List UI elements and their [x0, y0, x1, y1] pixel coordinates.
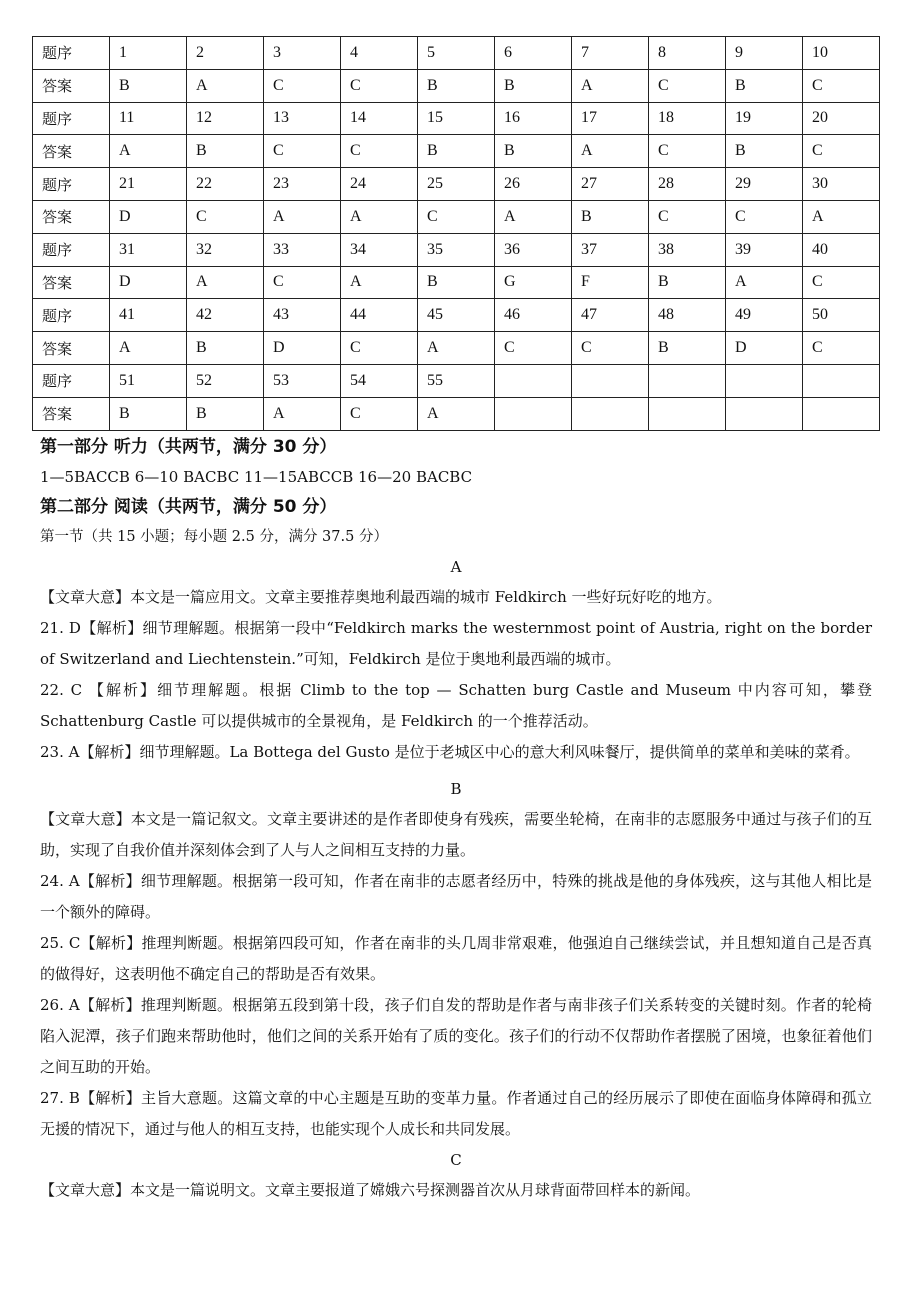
row-label: 答案 — [33, 135, 110, 168]
passage-a-letter: A — [450, 558, 462, 576]
table-cell: 21 — [110, 168, 187, 201]
table-cell: B — [110, 69, 187, 102]
table-cell — [572, 397, 649, 430]
table-cell: 5 — [418, 37, 495, 70]
table-cell: B — [187, 332, 264, 365]
table-cell: 41 — [110, 299, 187, 332]
table-cell: A — [110, 332, 187, 365]
table-cell: A — [341, 200, 418, 233]
table-cell: 4 — [341, 37, 418, 70]
table-cell: 11 — [110, 102, 187, 135]
table-cell: 18 — [649, 102, 726, 135]
table-row — [33, 332, 880, 365]
table-row — [33, 397, 880, 430]
table-cell: 28 — [649, 168, 726, 201]
passage-c-summary: 【文章大意】本文是一篇说明文。文章主要报道了嫦娥六号探测器首次从月球背面带回样本的新闻。 — [40, 1181, 701, 1199]
passage-b-summary: 【文章大意】本文是一篇记叙文。文章主要讲述的是作者即使身有残疾，需要坐轮椅，在南非的志愿服务中通过与孩子们的互助，实现了自我价值并深刻体会到了人与人之间相互支持的力量。 — [40, 810, 872, 859]
table-cell: B — [649, 266, 726, 299]
table-cell: A — [495, 200, 572, 233]
table-cell: C — [572, 332, 649, 365]
table-cell: C — [264, 135, 341, 168]
table-cell: 33 — [264, 233, 341, 266]
question-23-explanation: 23. A【解析】细节理解题。La Bottega del Gusto 是位于老城区中心的意大利风味餐厅，提供简单的菜单和美味的菜肴。 — [40, 743, 860, 761]
table-cell: B — [726, 69, 803, 102]
row-label: 题序 — [33, 364, 110, 397]
table-cell: A — [803, 200, 880, 233]
row-label: 题序 — [33, 299, 110, 332]
table-cell: A — [726, 266, 803, 299]
table-cell: C — [341, 332, 418, 365]
table-cell: C — [341, 397, 418, 430]
table-cell — [803, 397, 880, 430]
table-row — [33, 37, 880, 70]
table-cell: 13 — [264, 102, 341, 135]
table-cell: 6 — [495, 37, 572, 70]
table-cell — [803, 364, 880, 397]
table-cell: 19 — [726, 102, 803, 135]
table-cell: 44 — [341, 299, 418, 332]
table-cell: C — [264, 69, 341, 102]
part2-heading: 第二部分 阅读（共两节，满分 50 分） — [40, 497, 337, 517]
table-cell: 24 — [341, 168, 418, 201]
table-cell: 54 — [341, 364, 418, 397]
question-24-explanation: 24. A【解析】细节理解题。根据第一段可知，作者在南非的志愿者经历中，特殊的挑战是他的身体残疾，这与其他人相比是一个额外的障碍。 — [40, 872, 872, 921]
table-cell: B — [726, 135, 803, 168]
question-26-explanation: 26. A【解析】推理判断题。根据第五段到第十段，孩子们自发的帮助是作者与南非孩子们关系转变的关键时刻。作者的轮椅陷入泥潭，孩子们跑来帮助他时，他们之间的关系开始有了质的变化。孩子们的行动不仅帮助作者摆脱了困境，也象征着他们之间互助的开始。 — [40, 996, 872, 1076]
table-cell: 31 — [110, 233, 187, 266]
row-label: 题序 — [33, 233, 110, 266]
table-cell: B — [649, 332, 726, 365]
row-label: 题序 — [33, 168, 110, 201]
table-cell: C — [803, 266, 880, 299]
question-21-explanation: 21. D【解析】细节理解题。根据第一段中“Feldkirch marks the westernmost point of Austria, right on the border of Switzerland and Liechtenstein.”可知，Feldkirch 是位于奥地利最西端的城市。 — [40, 619, 872, 668]
part1-heading: 第一部分 听力（共两节，满分 30 分） — [40, 437, 337, 457]
table-cell: 55 — [418, 364, 495, 397]
table-cell: 8 — [649, 37, 726, 70]
passage-c-letter: C — [450, 1151, 462, 1169]
table-cell: 36 — [495, 233, 572, 266]
listening-answers: 1—5BACCB 6—10 BACBC 11—15ABCCB 16—20 BACBC — [40, 468, 473, 486]
table-cell: C — [341, 135, 418, 168]
table-cell: 1 — [110, 37, 187, 70]
table-cell: D — [726, 332, 803, 365]
table-cell: 48 — [649, 299, 726, 332]
table-cell: F — [572, 266, 649, 299]
table-cell: A — [572, 135, 649, 168]
table-row — [33, 135, 880, 168]
table-cell: A — [418, 397, 495, 430]
question-27-explanation: 27. B【解析】主旨大意题。这篇文章的中心主题是互助的变革力量。作者通过自己的经历展示了即使在面临身体障碍和孤立无援的情况下，通过与他人的相互支持，也能实现个人成长和共同发展。 — [40, 1089, 872, 1138]
table-cell: 51 — [110, 364, 187, 397]
table-cell: 35 — [418, 233, 495, 266]
table-cell: C — [495, 332, 572, 365]
table-cell: B — [187, 397, 264, 430]
table-cell: 14 — [341, 102, 418, 135]
table-cell: C — [649, 135, 726, 168]
table-cell: 7 — [572, 37, 649, 70]
table-cell: 53 — [264, 364, 341, 397]
table-row — [33, 200, 880, 233]
section1-note: 第一节（共 15 小题；每小题 2.5 分，满分 37.5 分） — [40, 529, 388, 545]
table-cell: 47 — [572, 299, 649, 332]
table-cell: C — [803, 135, 880, 168]
question-22-explanation: 22. C 【解析】细节理解题。根据 Climb to the top — Schatten burg Castle and Museum 中内容可知，攀登 Schattenburg Castle 可以提供城市的全景视角，是 Feldkirch 的一个推荐活动。 — [40, 681, 872, 730]
table-cell: 50 — [803, 299, 880, 332]
table-cell: G — [495, 266, 572, 299]
table-cell: B — [187, 135, 264, 168]
table-cell: A — [187, 69, 264, 102]
table-cell: B — [110, 397, 187, 430]
table-cell: 29 — [726, 168, 803, 201]
table-row — [33, 69, 880, 102]
row-label: 题序 — [33, 102, 110, 135]
table-cell: D — [110, 266, 187, 299]
table-cell — [495, 364, 572, 397]
table-cell: 16 — [495, 102, 572, 135]
answer-table — [32, 36, 880, 431]
table-row — [33, 233, 880, 266]
table-cell: 30 — [803, 168, 880, 201]
table-cell — [649, 397, 726, 430]
table-cell: C — [649, 200, 726, 233]
table-cell: 40 — [803, 233, 880, 266]
table-cell: 42 — [187, 299, 264, 332]
table-cell: 23 — [264, 168, 341, 201]
passage-b-letter: B — [450, 780, 462, 798]
answer-table-body — [33, 37, 880, 431]
table-cell — [495, 397, 572, 430]
table-cell: 12 — [187, 102, 264, 135]
row-label: 答案 — [33, 69, 110, 102]
row-label: 答案 — [33, 332, 110, 365]
row-label: 答案 — [33, 200, 110, 233]
table-cell: C — [803, 69, 880, 102]
table-cell: 27 — [572, 168, 649, 201]
table-cell: C — [187, 200, 264, 233]
table-cell: 43 — [264, 299, 341, 332]
table-cell: B — [418, 135, 495, 168]
table-cell: 39 — [726, 233, 803, 266]
table-row — [33, 364, 880, 397]
table-row — [33, 168, 880, 201]
table-row — [33, 266, 880, 299]
table-cell: 32 — [187, 233, 264, 266]
table-cell: A — [418, 332, 495, 365]
table-cell: 20 — [803, 102, 880, 135]
table-cell: 15 — [418, 102, 495, 135]
table-cell: D — [264, 332, 341, 365]
passage-a-summary: 【文章大意】本文是一篇应用文。文章主要推荐奥地利最西端的城市 Feldkirch 一些好玩好吃的地方。 — [40, 588, 722, 606]
table-cell: C — [418, 200, 495, 233]
table-cell — [726, 364, 803, 397]
table-cell: 22 — [187, 168, 264, 201]
table-cell: 52 — [187, 364, 264, 397]
table-row — [33, 299, 880, 332]
row-label: 答案 — [33, 266, 110, 299]
row-label: 题序 — [33, 37, 110, 70]
table-cell: 26 — [495, 168, 572, 201]
table-cell: 9 — [726, 37, 803, 70]
row-label: 答案 — [33, 397, 110, 430]
table-cell: C — [341, 69, 418, 102]
table-row — [33, 102, 880, 135]
table-cell: 10 — [803, 37, 880, 70]
table-cell: A — [264, 200, 341, 233]
table-cell: C — [264, 266, 341, 299]
table-cell: 25 — [418, 168, 495, 201]
table-cell: 34 — [341, 233, 418, 266]
table-cell: D — [110, 200, 187, 233]
table-cell: C — [726, 200, 803, 233]
table-cell — [649, 364, 726, 397]
table-cell: B — [495, 135, 572, 168]
table-cell: 38 — [649, 233, 726, 266]
question-25-explanation: 25. C【解析】推理判断题。根据第四段可知，作者在南非的头几周非常艰难，他强迫自己继续尝试，并且想知道自己是否真的做得好，这表明他不确定自己的帮助是否有效果。 — [40, 934, 872, 983]
explanation-section — [40, 432, 872, 1206]
table-cell: B — [572, 200, 649, 233]
table-cell: 49 — [726, 299, 803, 332]
table-cell: 3 — [264, 37, 341, 70]
table-cell: C — [649, 69, 726, 102]
table-cell: A — [110, 135, 187, 168]
table-cell: A — [572, 69, 649, 102]
table-cell: 37 — [572, 233, 649, 266]
table-cell: A — [187, 266, 264, 299]
table-cell: 17 — [572, 102, 649, 135]
table-cell: C — [803, 332, 880, 365]
table-cell: B — [495, 69, 572, 102]
table-cell: B — [418, 266, 495, 299]
table-cell: 2 — [187, 37, 264, 70]
table-cell: 46 — [495, 299, 572, 332]
table-cell: A — [341, 266, 418, 299]
table-cell — [572, 364, 649, 397]
table-cell: A — [264, 397, 341, 430]
table-cell: B — [418, 69, 495, 102]
table-cell — [726, 397, 803, 430]
table-cell: 45 — [418, 299, 495, 332]
